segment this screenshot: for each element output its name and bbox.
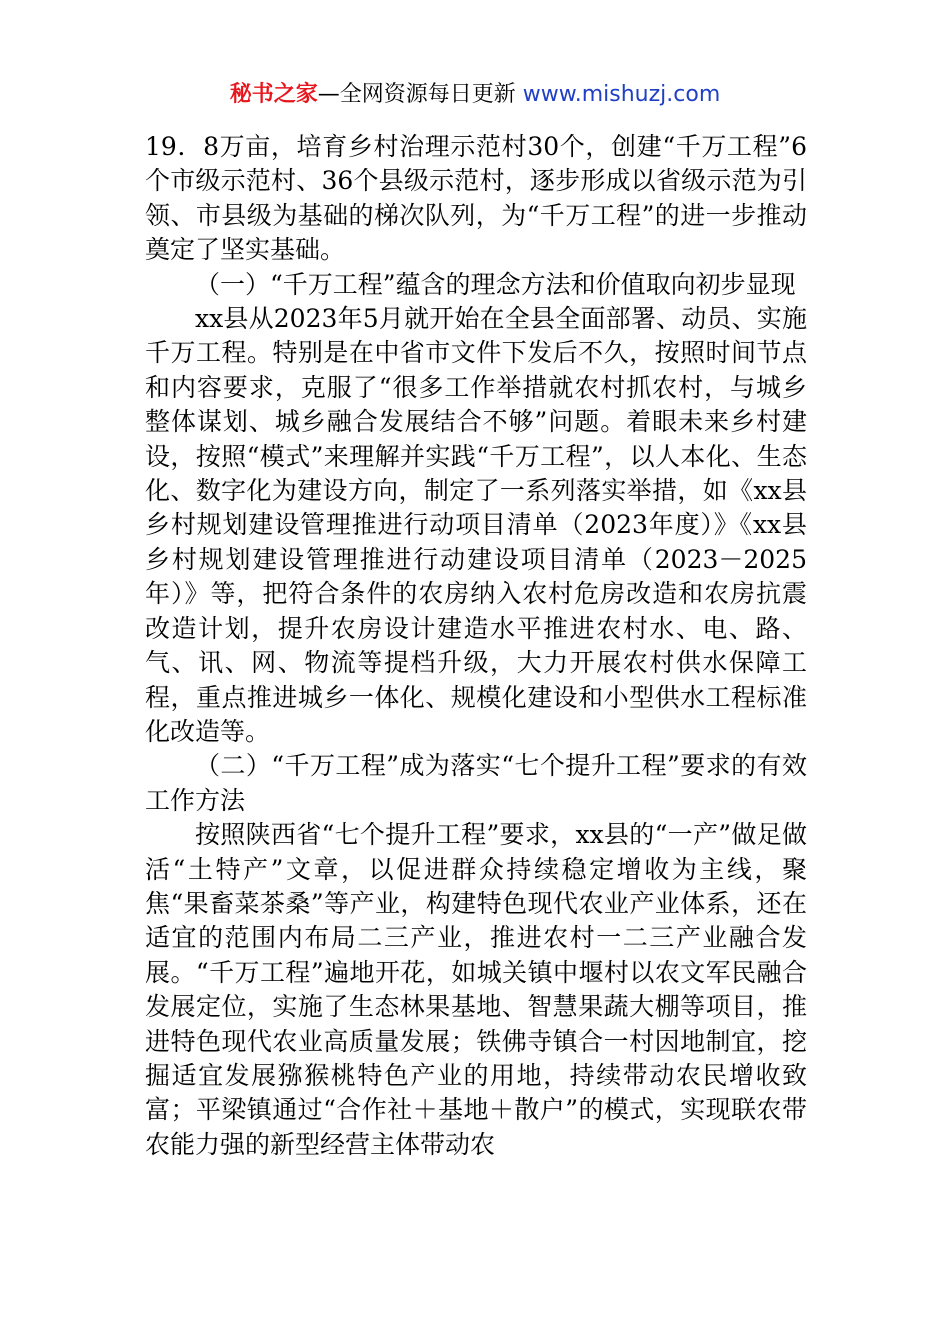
- section-1-paragraph: xx县从2023年5月就开始在全县全面部署、动员、实施千万工程。特别是在中省市文件下发后不久，按照时间节点和内容要求，克服了“很多工作举措就农村抓农村，与城乡整体谋划、城乡融合发展结合不够”问题。着眼未来乡村建设，按照“模式”来理解并实践“千万工程”，以人本化、生态化、数字化为建设方向，制定了一系列落实举措，如《xx县乡村规划建设管理推进行动项目清单（2023年度）》《xx县乡村规划建设管理推进行动建设项目清单（2023－2025年）》等，把符合条件的农房纳入农村危房改造和农房抗震改造计划，提升农房设计建造水平推进农村水、电、路、气、讯、网、物流等提档升级，大力开展农村供水保障工程，重点推进城乡一体化、规模化建设和小型供水工程标准化改造等。: [145, 304, 807, 746]
- document-body: [145, 130, 807, 1162]
- section-2-paragraph: 按照陕西省“七个提升工程”要求，xx县的“一产”做足做活“土特产”文章，以促进群众持续稳定增收为主线，聚焦“果畜菜茶桑”等产业，构建特色现代农业产业体系，还在适宜的范围内布局二三产业，推进农村一二三产业融合发展。“千万工程”遍地开花，如城关镇中堰村以农文军民融合发展定位，实施了生态林果基地、智慧果蔬大棚等项目，推进特色现代农业高质量发展；铁佛寺镇合一村因地制宜，挖掘适宜发展猕猴桃特色产业的用地，持续带动农民增收致富；平梁镇通过“合作社＋基地＋散户”的模式，实现联农带农能力强的新型经营主体带动农: [145, 820, 807, 1159]
- section-1-heading: （一）“千万工程”蕴含的理念方法和价值取向初步显现: [195, 269, 796, 299]
- site-slogan: —全网资源每日更新: [317, 82, 516, 107]
- site-url-link[interactable]: www.mishuzj.com: [522, 82, 721, 107]
- site-header: [0, 78, 950, 112]
- intro-paragraph: 19．8万亩，培育乡村治理示范村30个，创建“千万工程”6个市级示范村、36个县级示范村，逐步形成以省级示范为引领、市县级为基础的梯次队列，为“千万工程”的进一步推动奠定了坚实基础。: [145, 132, 807, 265]
- site-brand: 秘书之家: [229, 82, 318, 107]
- section-2-heading: （二）“千万工程”成为落实“七个提升工程”要求的有效工作方法: [145, 751, 807, 815]
